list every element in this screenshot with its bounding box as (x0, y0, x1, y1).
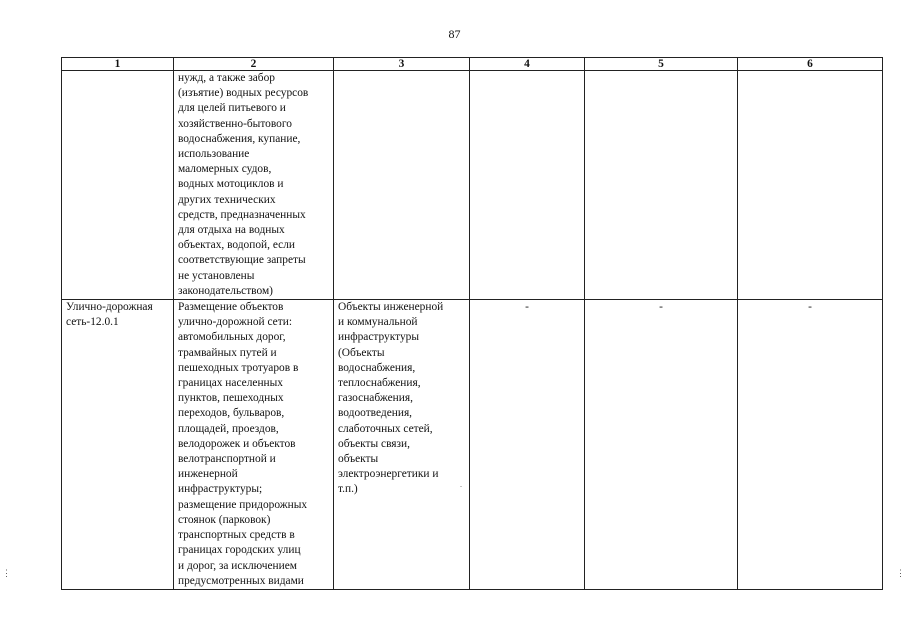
text-line: трамвайных путей и (178, 346, 277, 359)
text-line: использование (178, 148, 250, 161)
column-header-6: 6 (738, 58, 883, 71)
text-line: соответствующие запреты (178, 254, 306, 267)
cell-continuation-col1 (62, 71, 174, 300)
column-header-4: 4 (470, 58, 585, 71)
column-header-1: 1 (62, 58, 174, 71)
text-line: теплоснабжения, (338, 377, 421, 390)
text-line: водоотведения, (338, 407, 413, 420)
text-line: водоснабжения, купание, (178, 132, 301, 145)
text-line: законодательством) (178, 284, 273, 297)
text-line: сеть-12.0.1 (66, 316, 119, 329)
text-line: границах населенных (178, 377, 283, 390)
text-line: улично-дорожной сети: (178, 316, 292, 329)
text-line: для отдыха на водных (178, 224, 285, 237)
column-header-2: 2 (174, 58, 334, 71)
table-header-row (62, 58, 883, 71)
text-line: пунктов, пешеходных (178, 392, 284, 405)
cell-col4-dash: - (470, 300, 585, 590)
cell-continuation-col6 (738, 71, 883, 300)
cell-land-use-type (62, 300, 174, 590)
text-line: Размещение объектов (178, 301, 284, 314)
text-line: (Объекты (338, 346, 385, 359)
text-line: инженерной (178, 468, 238, 481)
text-line: водных мотоциклов и (178, 178, 284, 191)
stray-scan-mark: . (460, 480, 462, 489)
text-line: стоянок (парковок) (178, 513, 271, 526)
text-line: нужд, а также забор (178, 72, 275, 84)
cell-continuation-description (174, 71, 334, 300)
text-line: газоснабжения, (338, 392, 413, 405)
text-line: границах городских улиц (178, 544, 301, 557)
text-line: средств, предназначенных (178, 208, 306, 221)
text-line: площадей, проездов, (178, 422, 279, 435)
text-line: водоснабжения, (338, 361, 416, 374)
text-line: других технических (178, 193, 276, 206)
table-row-continuation (62, 71, 883, 300)
cell-continuation-col4 (470, 71, 585, 300)
text-line: инфраструктуры (338, 331, 419, 344)
text-line: Улично-дорожная (66, 301, 153, 314)
cell-col6-dash: - (738, 300, 883, 590)
text-line: транспортных средств в (178, 529, 295, 542)
cell-continuation-col3 (334, 71, 470, 300)
text-line: маломерных судов, (178, 163, 272, 176)
cell-col5-dash: - (585, 300, 738, 590)
text-line: размещение придорожных (178, 498, 308, 511)
text-line: объекты связи, (338, 437, 410, 450)
text-line: и коммунальной (338, 316, 418, 329)
land-use-table (61, 57, 883, 590)
text-line: инфраструктуры; (178, 483, 263, 496)
column-header-3: 3 (334, 58, 470, 71)
text-line: слаботочных сетей, (338, 422, 433, 435)
text-line: и дорог, за исключением (178, 559, 297, 572)
text-line: электроэнергетики и (338, 468, 439, 481)
cell-land-use-description (174, 300, 334, 590)
table-row-street-network (62, 300, 883, 590)
column-header-5: 5 (585, 58, 738, 71)
text-line: объектах, водопой, если (178, 239, 296, 252)
cell-continuation-col5 (585, 71, 738, 300)
text-line: пешеходных тротуаров в (178, 361, 299, 374)
cell-auxiliary-objects (334, 300, 470, 590)
text-line: переходов, бульваров, (178, 407, 285, 420)
page-number: 87 (448, 27, 461, 41)
text-line: для целей питьевого и (178, 102, 286, 115)
text-line: автомобильных дорог, (178, 331, 286, 344)
text-line: объекты (338, 453, 379, 466)
text-line: не установлены (178, 269, 255, 282)
text-line: Объекты инженерной (338, 301, 444, 314)
text-line: предусмотренных видами (178, 574, 304, 587)
left-margin-mark: ⋮ (2, 568, 11, 578)
text-line: велодорожек и объектов (178, 437, 296, 450)
text-line: т.п.) (338, 483, 358, 496)
text-line: хозяйственно-бытового (178, 117, 292, 130)
right-margin-mark: ⋮ (896, 568, 905, 578)
text-line: велотранспортной и (178, 453, 276, 466)
text-line: (изъятие) водных ресурсов (178, 87, 309, 100)
